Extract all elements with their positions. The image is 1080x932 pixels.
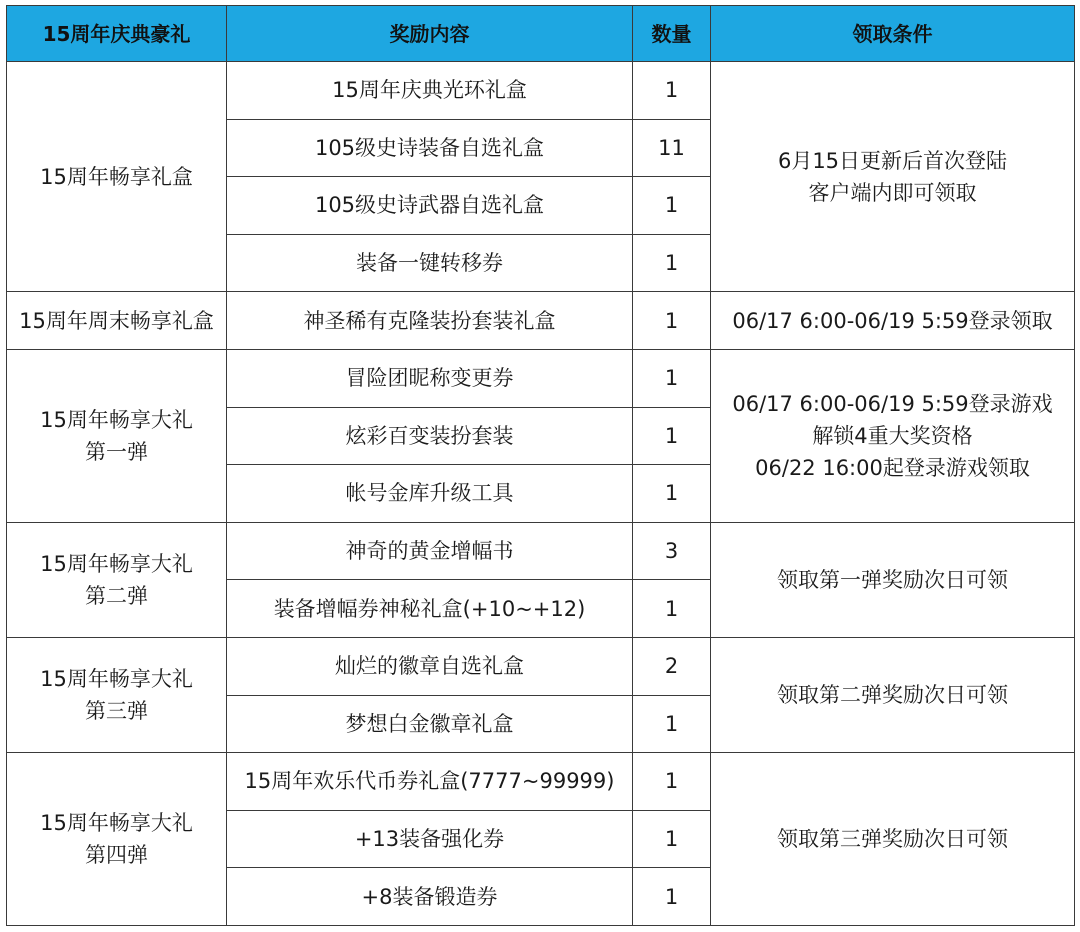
claim-condition-cell: 领取第三弹奖励次日可领 — [711, 753, 1075, 926]
quantity-cell: 1 — [633, 177, 711, 235]
quantity-cell: 1 — [633, 810, 711, 868]
reward-cell: +13装备强化券 — [227, 810, 633, 868]
claim-condition-cell: 6月15日更新后首次登陆 客户端内即可领取 — [711, 62, 1075, 292]
header-quantity: 数量 — [633, 6, 711, 62]
table-body — [7, 62, 1075, 926]
quantity-cell: 1 — [633, 868, 711, 926]
claim-condition-cell: 06/17 6:00-06/19 5:59登录游戏 解锁4重大奖资格 06/22 16:00起登录游戏领取 — [711, 349, 1075, 522]
table-row — [7, 349, 1075, 407]
reward-cell: 灿烂的徽章自选礼盒 — [227, 637, 633, 695]
quantity-cell: 1 — [633, 695, 711, 753]
table-header — [7, 6, 1075, 62]
quantity-cell: 1 — [633, 580, 711, 638]
table-row — [7, 62, 1075, 120]
reward-cell: 炫彩百变装扮套装 — [227, 407, 633, 465]
table-row — [7, 637, 1075, 695]
quantity-cell: 3 — [633, 522, 711, 580]
quantity-cell: 1 — [633, 465, 711, 523]
quantity-cell: 11 — [633, 119, 711, 177]
header-claim-condition: 领取条件 — [711, 6, 1075, 62]
header-gift-package: 15周年庆典豪礼 — [7, 6, 227, 62]
header-reward-content: 奖励内容 — [227, 6, 633, 62]
reward-cell: 105级史诗装备自选礼盒 — [227, 119, 633, 177]
reward-cell: 帐号金库升级工具 — [227, 465, 633, 523]
table-row — [7, 292, 1075, 350]
reward-cell: 梦想白金徽章礼盒 — [227, 695, 633, 753]
gift-group-name: 15周年畅享大礼 第四弹 — [7, 753, 227, 926]
reward-cell: 装备增幅券神秘礼盒(+10~+12) — [227, 580, 633, 638]
quantity-cell: 1 — [633, 292, 711, 350]
quantity-cell: 1 — [633, 234, 711, 292]
gift-group-name: 15周年畅享大礼 第三弹 — [7, 637, 227, 752]
claim-condition-cell: 领取第二弹奖励次日可领 — [711, 637, 1075, 752]
gift-group-name: 15周年周末畅享礼盒 — [7, 292, 227, 350]
reward-cell: 装备一键转移券 — [227, 234, 633, 292]
claim-condition-cell: 领取第一弹奖励次日可领 — [711, 522, 1075, 637]
gift-group-name: 15周年畅享大礼 第二弹 — [7, 522, 227, 637]
claim-condition-cell: 06/17 6:00-06/19 5:59登录领取 — [711, 292, 1075, 350]
reward-cell: 15周年欢乐代币券礼盒(7777~99999) — [227, 753, 633, 811]
reward-cell: 神奇的黄金增幅书 — [227, 522, 633, 580]
quantity-cell: 1 — [633, 753, 711, 811]
table-row — [7, 522, 1075, 580]
quantity-cell: 1 — [633, 349, 711, 407]
table-row — [7, 753, 1075, 811]
reward-cell: 冒险团昵称变更券 — [227, 349, 633, 407]
quantity-cell: 1 — [633, 62, 711, 120]
reward-cell: +8装备锻造券 — [227, 868, 633, 926]
gift-group-name: 15周年畅享大礼 第一弹 — [7, 349, 227, 522]
reward-cell: 15周年庆典光环礼盒 — [227, 62, 633, 120]
rewards-table — [6, 5, 1075, 926]
gift-group-name: 15周年畅享礼盒 — [7, 62, 227, 292]
header-row — [7, 6, 1075, 62]
quantity-cell: 1 — [633, 407, 711, 465]
quantity-cell: 2 — [633, 637, 711, 695]
reward-cell: 神圣稀有克隆装扮套装礼盒 — [227, 292, 633, 350]
reward-cell: 105级史诗武器自选礼盒 — [227, 177, 633, 235]
